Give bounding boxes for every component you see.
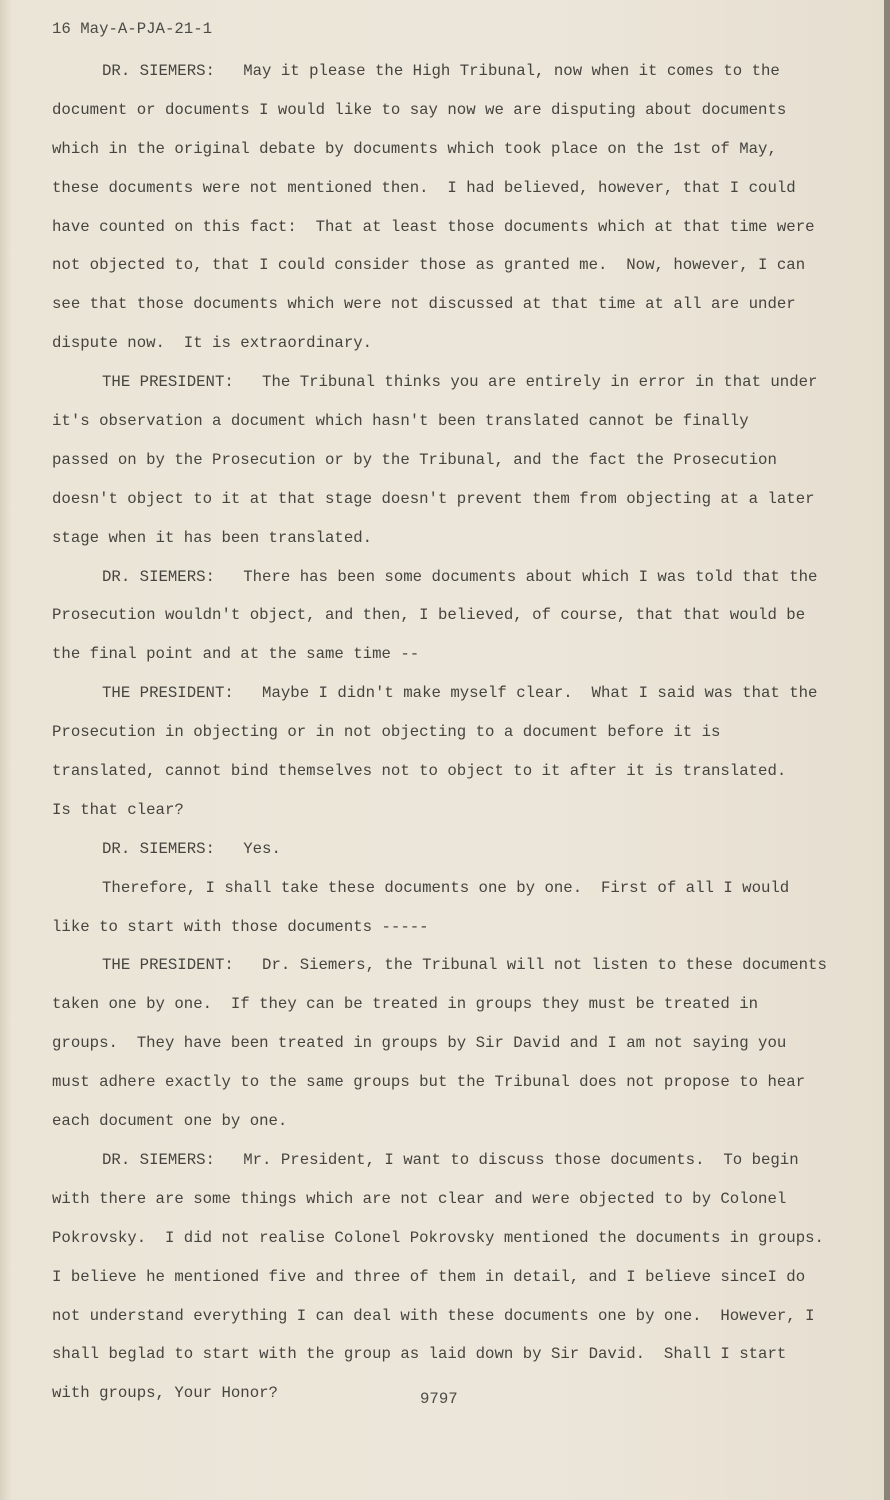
- text-line: passed on by the Prosecution or by the Tribunal, and the fact the Prosecution: [52, 450, 777, 469]
- text-line: see that those documents which were not discussed at that time at all are under: [52, 295, 796, 314]
- text-line: DR. SIEMERS: Yes.: [102, 839, 281, 858]
- text-line: Prosecution in objecting or in not objecting to a document before it is: [52, 723, 721, 742]
- text-line: Prosecution wouldn't object, and then, I believed, of course, that that would be: [52, 606, 806, 625]
- transcript-paragraph: [52, 952, 852, 1146]
- text-line: DR. SIEMERS: Mr. President, I want to discuss those documents. To begin: [102, 1150, 799, 1169]
- text-line: Therefore, I shall take these documents one by one. First of all I would: [102, 878, 790, 897]
- transcript-body: [52, 58, 852, 1419]
- text-line: with there are some things which are not clear and were objected to by Colonel: [52, 1189, 787, 1208]
- text-line: which in the original debate by documents which took place on the 1st of May,: [52, 139, 777, 158]
- text-line: taken one by one. If they can be treated in groups they must be treated in: [52, 995, 759, 1014]
- text-line: the final point and at the same time --: [52, 645, 420, 664]
- text-line: DR. SIEMERS: There has been some documents about which I was told that the: [102, 567, 818, 586]
- transcript-paragraph: [52, 680, 852, 836]
- text-line: with groups, Your Honor?: [52, 1384, 278, 1403]
- text-line: shall beglad to start with the group as laid down by Sir David. Shall I start: [52, 1345, 787, 1364]
- text-line: dispute now. It is extraordinary.: [52, 334, 373, 353]
- transcript-paragraph: [52, 875, 852, 953]
- text-line: groups. They have been treated in groups by Sir David and I am not saying you: [52, 1034, 787, 1053]
- text-line: THE PRESIDENT: Dr. Siemers, the Tribunal will not listen to these documents: [102, 956, 827, 975]
- text-line: document or documents I would like to say now we are disputing about documents: [52, 100, 787, 119]
- text-line: translated, cannot bind themselves not to object to it after it is translated.: [52, 762, 787, 781]
- text-line: it's observation a document which hasn't been translated cannot be finally: [52, 412, 749, 431]
- text-line: THE PRESIDENT: The Tribunal thinks you are entirely in error in that under: [102, 373, 818, 392]
- transcript-paragraph: [52, 836, 852, 875]
- text-line: like to start with those documents -----: [52, 917, 429, 936]
- transcript-paragraph: [52, 58, 852, 369]
- transcript-paragraph: [52, 564, 852, 681]
- text-line: doesn't object to it at that stage doesn't prevent them from objecting at a later: [52, 489, 815, 508]
- page-edge: [884, 0, 890, 1500]
- document-reference: 16 May-A-PJA-21-1: [52, 20, 213, 38]
- page-number: 9797: [420, 1390, 458, 1408]
- text-line: not understand everything I can deal with these documents one by one. However, I: [52, 1306, 815, 1325]
- text-line: Pokrovsky. I did not realise Colonel Pokrovsky mentioned the documents in groups.: [52, 1228, 824, 1247]
- text-line: each document one by one.: [52, 1112, 288, 1131]
- text-line: DR. SIEMERS: May it please the High Tribunal, now when it comes to the: [102, 62, 780, 80]
- text-line: I believe he mentioned five and three of them in detail, and I believe sinceI do: [52, 1267, 806, 1286]
- text-line: Is that clear?: [52, 800, 184, 819]
- text-line: these documents were not mentioned then. I had believed, however, that I could: [52, 178, 796, 197]
- text-line: must adhere exactly to the same groups but the Tribunal does not propose to hear: [52, 1073, 806, 1092]
- text-line: stage when it has been translated.: [52, 528, 373, 547]
- text-line: have counted on this fact: That at least those documents which at that time were: [52, 217, 815, 236]
- transcript-paragraph: [52, 369, 852, 563]
- transcript-paragraph: [52, 1147, 852, 1419]
- text-line: THE PRESIDENT: Maybe I didn't make myself clear. What I said was that the: [102, 684, 818, 703]
- text-line: not objected to, that I could consider those as granted me. Now, however, I can: [52, 256, 806, 275]
